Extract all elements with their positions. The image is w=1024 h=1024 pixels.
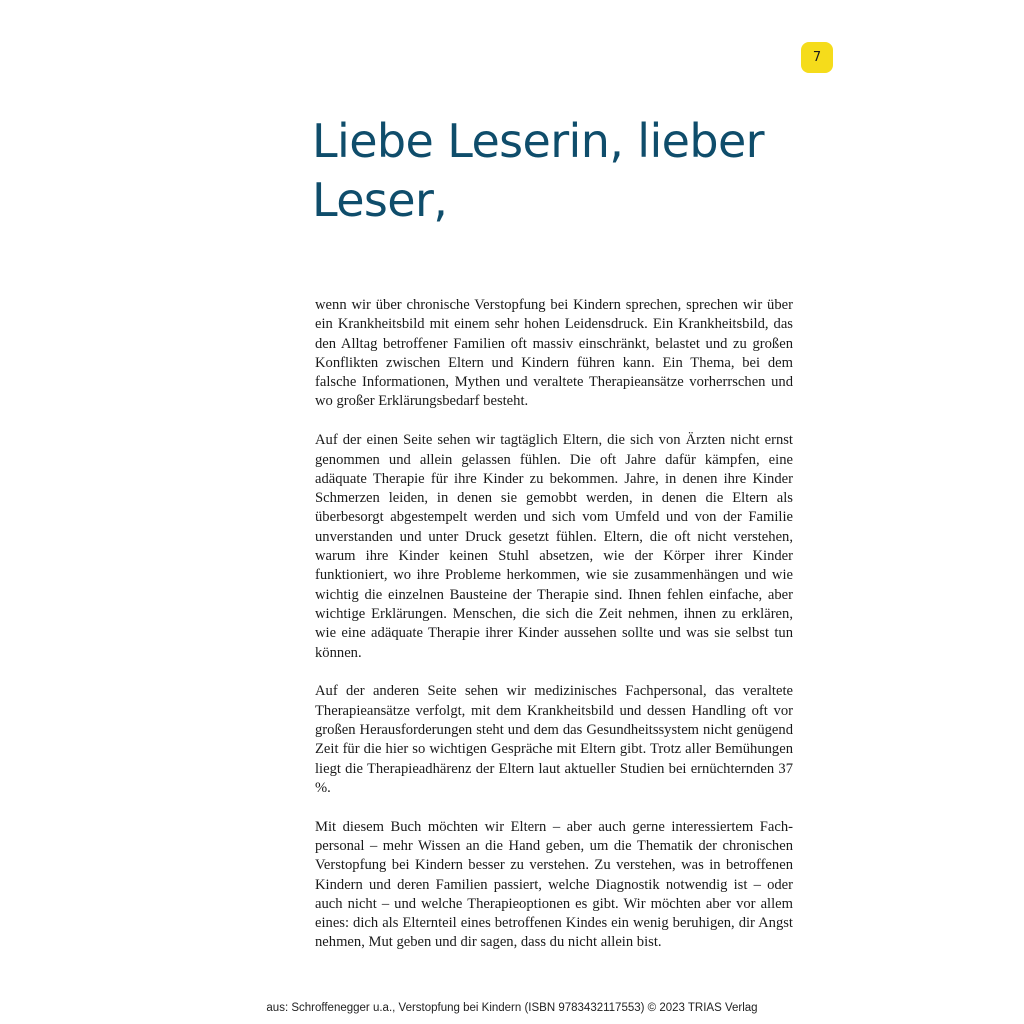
- page-title-line-1: Liebe Leserin, lieber: [312, 114, 764, 168]
- page-title: [312, 112, 832, 230]
- page-title-line-2: Leser,: [312, 173, 448, 227]
- page-number: 7: [812, 50, 822, 65]
- paragraph-4: Mit diesem Buch möchten wir Eltern – aber auch gerne interessiertem Fachpersonal – mehr Wissen an die Hand geben, um die Thematik der chronischen Verstopfung bei Kindern besser zu verstehen. Zu verstehen, was in betroffenen Kindern und deren Familien passiert, welche Diagnostik notwendig ist – oder auch nicht – und welche Therapieoptionen es gibt. Wir möchten aber vor allem eines: dich als Elternteil eines betroffenen Kindes ein wenig beruhigen, dir Angst nehmen, Mut geben und dir sagen, dass du nicht allein bist.: [315, 818, 793, 951]
- paragraph-1: wenn wir über chronische Verstopfung bei Kindern sprechen, sprechen wir über ein Krankheitsbild mit einem sehr hohen Leidensdruck. Ein Krankheitsbild, das den Alltag betroffener Familien oft massiv einschränkt, belastet und zu großen Konflikten zwischen Eltern und Kindern führen kann. Ein Thema, bei dem falsche Informationen, Mythen und veraltete Therapieansätze vorherrschen und wo großer Erklärungsbedarf besteht.: [315, 297, 793, 410]
- page-number-badge: [801, 42, 833, 73]
- body-text: [315, 296, 793, 953]
- paragraph-3: Auf der anderen Seite sehen wir medizinisches Fachpersonal, das veraltete Therapieansätze verfolgt, mit dem Krankheitsbild und dessen Handling oft vor großen Herausforderungen steht und dem das Gesundheitssystem nicht genügend Zeit für die hier so wichtigen Gespräche mit Eltern gibt. Trotz aller Bemühungen liegt die Therapieadhärenz der Eltern laut aktueller Studien bei ernüchternden 37 %.: [315, 683, 793, 796]
- paragraph-2: Auf der einen Seite sehen wir tagtäglich Eltern, die sich von Ärzten nicht ernst genommen und allein gelassen fühlen. Die oft Jahre dafür kämpfen, eine adäquate Therapie für ihre Kinder zu bekommen. Jahre, in denen ihre Kinder Schmerzen leiden, in denen sie gemobbt werden, in denen die Eltern als überbesorgt abgestempelt werden und sich vom Umfeld und von der Familie unverstanden und unter Druck gesetzt fühlen. Eltern, die oft nicht verstehen, warum ihre Kinder keinen Stuhl absetzen, wie der Körper ihrer Kinder funktioniert, wo ihre Probleme herkommen, wie sie zusammenhängen und wie wichtig die einzelnen Bausteine der Therapie sind. Ihnen fehlen einfache, aber wichtige Erklärungen. Menschen, die sich die Zeit nehmen, ihnen zu erklären, wie eine adäquate Therapie ihrer Kinder aussehen sollte und was sie selbst tun können.: [315, 432, 793, 661]
- footer-credit: aus: Schroffenegger u.a., Verstopfung bei Kindern (ISBN 9783432117553) © 2023 TRIAS Verlag: [266, 1002, 758, 1014]
